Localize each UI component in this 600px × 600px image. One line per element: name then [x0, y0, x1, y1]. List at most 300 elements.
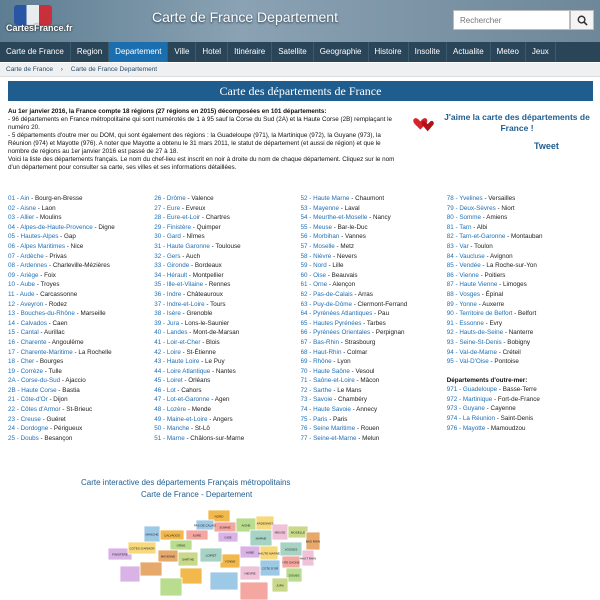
department-item: [447, 204, 593, 214]
map-department-shape[interactable]: [140, 562, 162, 576]
map-department-label: MOSELLE: [290, 530, 306, 535]
site-logo[interactable]: [6, 5, 73, 35]
prefecture-name: - Angers: [207, 415, 233, 423]
department-link[interactable]: 52 - Haute Marne: [300, 195, 350, 202]
prefecture-name: - Avignon: [484, 252, 513, 260]
department-item: [301, 252, 447, 262]
department-item: [154, 434, 300, 444]
prefecture-name: - Blois: [200, 338, 220, 346]
department-item: [154, 395, 300, 405]
department-link[interactable]: 87 - Haute Vienne: [446, 281, 498, 289]
dom-heading: Départements d'outre-mer:: [446, 376, 528, 384]
map-department-label: PAS DE CALAIS: [193, 523, 217, 528]
department-link[interactable]: 02 - Aisne: [8, 204, 37, 212]
prefecture-name: - Mamoudzou: [485, 424, 526, 432]
prefecture-name: - Montpellier: [187, 271, 224, 279]
department-link[interactable]: 22 - Côtes d'Armor: [8, 406, 61, 414]
department-link[interactable]: 92 - Hauts-de-Seine: [446, 329, 504, 337]
department-item: [8, 386, 154, 396]
department-link[interactable]: 976 - Mayotte: [446, 424, 486, 432]
department-item: [447, 385, 593, 395]
department-item: [154, 424, 300, 434]
department-item: [301, 348, 447, 358]
department-link[interactable]: 10 - Aube: [8, 281, 35, 289]
department-item: [8, 415, 154, 425]
map-department-label: DOUBS: [288, 573, 300, 578]
prefecture-name: - Poitiers: [478, 271, 506, 279]
prefecture-name: - Albi: [471, 223, 488, 231]
department-item: [154, 242, 300, 252]
department-link[interactable]: 78 - Yvelines: [446, 195, 483, 202]
department-item: [8, 204, 154, 214]
prefecture-name: - Épinal: [480, 290, 504, 298]
intro-metropole: - 96 départements en France métropolitaine qui sont numérotés de 1 à 95 sauf la Corse du Sud (2A) et la Haute Corse (2B) remplaçant le numéro 20.: [8, 116, 392, 131]
map-department-label: HAUTE MARNE: [258, 551, 280, 556]
department-item: [301, 424, 447, 434]
map-department-label: AISNE: [241, 523, 251, 528]
tweet-button[interactable]: Tweet: [534, 141, 559, 151]
department-item: [154, 223, 300, 233]
department-link[interactable]: 74 - Haute Savoie: [300, 406, 351, 414]
prefecture-name: - Niort: [495, 204, 515, 212]
department-item: [8, 213, 154, 223]
department-link[interactable]: 76 - Seine Maritime: [300, 425, 356, 433]
department-link[interactable]: 88 - Vosges: [446, 290, 481, 298]
department-link[interactable]: 11 - Aude: [8, 290, 35, 298]
prefecture-name: - Lons-le-Saunier: [179, 319, 230, 327]
nav-satellite[interactable]: Satellite: [272, 42, 313, 62]
department-item: [301, 415, 447, 425]
department-item: [447, 424, 593, 434]
department-link[interactable]: 65 - Hautes Pyrénées: [300, 319, 362, 327]
department-link[interactable]: 43 - Haute Loire: [154, 358, 200, 366]
department-link[interactable]: 48 - Lozère: [154, 406, 187, 414]
map-department-label: AUBE: [245, 550, 255, 555]
department-item: [301, 328, 447, 338]
department-link[interactable]: 31 - Haute Garonne: [154, 242, 210, 250]
department-item: [301, 242, 447, 252]
department-link[interactable]: 80 - Somme: [446, 214, 482, 222]
search-button[interactable]: [570, 10, 594, 30]
header: [0, 0, 600, 42]
prefecture-name: - Aurillac: [38, 329, 65, 337]
department-link[interactable]: 09 - Ariège: [8, 271, 39, 279]
department-item: [8, 223, 154, 233]
prefecture-name: - Tours: [204, 300, 226, 308]
prefecture-name: - Orléans: [182, 377, 211, 385]
department-link[interactable]: 03 - Allier: [8, 214, 35, 222]
prefecture-name: - Alençon: [327, 281, 356, 289]
prefecture-name: - Fort-de-France: [492, 395, 540, 403]
department-link[interactable]: 01 - Ain: [8, 195, 30, 202]
department-link[interactable]: 2B - Haute Corse: [8, 386, 57, 394]
map-subtitle: Carte de France - Departement: [141, 490, 253, 499]
department-link[interactable]: 50 - Manche: [154, 425, 190, 433]
map-department-label: JURA: [276, 583, 284, 588]
search-input[interactable]: [453, 10, 570, 30]
department-link[interactable]: 79 - Deux-Sèvres: [446, 204, 496, 212]
department-item: [301, 376, 447, 386]
department-item: [8, 300, 154, 310]
map-department-shape[interactable]: [160, 578, 182, 596]
department-link[interactable]: 55 - Meuse: [300, 223, 332, 231]
map-department-label: CALVADOS: [164, 533, 180, 538]
department-link[interactable]: 2A - Corse-du-Sud: [8, 377, 61, 385]
department-link[interactable]: 56 - Morbihan: [300, 233, 340, 241]
prefecture-name: - Lyon: [331, 358, 351, 366]
department-link[interactable]: 33 - Gironde: [154, 262, 190, 270]
prefecture-name: - Vannes: [339, 233, 366, 241]
department-item: [8, 424, 154, 434]
breadcrumb-separator: ›: [60, 66, 63, 73]
prefecture-name: - Metz: [334, 242, 355, 250]
department-link[interactable]: 24 - Dordogne: [8, 425, 49, 433]
prefecture-name: - Bobigny: [501, 338, 531, 346]
department-item: [8, 271, 154, 281]
prefecture-name: - Beauvais: [326, 271, 358, 279]
department-item: [8, 261, 154, 271]
prefecture-name: - Bourg-en-Bresse: [29, 195, 83, 202]
department-link[interactable]: 82 - Tarn-et-Garonne: [446, 233, 506, 241]
department-link[interactable]: 70 - Haute Saône: [300, 367, 350, 375]
map-department-label: HTE SAONE: [282, 560, 300, 565]
department-item: [8, 242, 154, 252]
department-link[interactable]: 38 - Isère: [154, 310, 181, 318]
prefecture-name: - Privas: [43, 252, 67, 260]
map-department-label: MANCHE: [145, 532, 159, 537]
page-title: Carte des départements de France: [8, 81, 593, 101]
department-item: [447, 414, 593, 424]
department-item: [447, 280, 593, 290]
prefecture-name: - St-Lô: [189, 425, 210, 433]
department-link[interactable]: 974 - La Réunion: [446, 415, 496, 423]
department-link[interactable]: 90 - Territoire de Belfort: [446, 310, 513, 318]
map-section: [0, 478, 600, 600]
prefecture-name: - Mende: [186, 406, 211, 414]
department-link[interactable]: 83 - Var: [446, 242, 469, 250]
prefecture-name: - Marseille: [74, 310, 106, 318]
department-item: [154, 261, 300, 271]
department-link[interactable]: 28 - Eure-et-Loir: [154, 214, 201, 222]
breadcrumb-home-link[interactable]: Carte de France: [6, 66, 53, 73]
department-item: [154, 357, 300, 367]
map-department-label: NIEVRE: [244, 571, 256, 576]
prefecture-name: - Versailles: [482, 195, 516, 202]
department-item: [447, 290, 593, 300]
map-title: Carte interactive des départements Français métropolitains: [81, 478, 291, 487]
department-item: [447, 338, 593, 348]
department-list: [8, 194, 593, 443]
department-item: [301, 319, 447, 329]
map-department-shape[interactable]: [210, 572, 238, 590]
department-link[interactable]: 44 - Loire Atlantique: [154, 367, 211, 375]
prefecture-name: - Nancy: [367, 214, 391, 222]
intro-dom: - 5 départements d'outre mer ou DOM, qui sont également des régions : la Guadeloupe (971), la Martinique (972), la Guyane (973), la Réunion (974) et Mayotte (976). A noter que Mayotte a obtenu le 31 mars 2011, le statut de département (et aussi de région) et que le nombre de régions au 1er janvier 2016 est passé de 27 à 18.: [8, 132, 381, 155]
prefecture-name: - Mont-de-Marsan: [187, 329, 240, 337]
prefecture-name: - Evry: [483, 319, 503, 327]
department-item: [447, 242, 593, 252]
department-link[interactable]: 25 - Doubs: [8, 434, 39, 442]
map-department-shape[interactable]: [240, 582, 268, 600]
prefecture-name: - St-Étienne: [180, 348, 216, 356]
department-link[interactable]: 62 - Pas-de-Calais: [300, 290, 353, 298]
nav-meteo[interactable]: Meteo: [491, 42, 526, 62]
prefecture-name: - Agen: [209, 396, 230, 404]
prefecture-name: - Strasbourg: [339, 338, 376, 346]
department-link[interactable]: 81 - Tarn: [446, 223, 472, 231]
department-link[interactable]: 86 - Vienne: [446, 271, 479, 279]
department-item: [154, 271, 300, 281]
prefecture-name: - Toulouse: [209, 242, 241, 250]
department-link[interactable]: 973 - Guyane: [446, 405, 485, 413]
prefecture-name: - Bar-le-Duc: [332, 223, 368, 231]
department-item: [447, 223, 593, 233]
department-link[interactable]: 67 - Bas-Rhin: [300, 338, 339, 346]
department-link[interactable]: 14 - Calvados: [8, 319, 47, 327]
map-department-label: SOMME: [219, 525, 231, 530]
prefecture-name: - Châteauroux: [181, 290, 223, 298]
department-link[interactable]: 17 - Charente-Maritime: [8, 348, 73, 356]
department-link[interactable]: 75 - Paris: [300, 415, 328, 423]
prefecture-name: - Quimper: [191, 223, 221, 231]
department-link[interactable]: 63 - Puy-de-Dôme: [300, 300, 352, 308]
prefecture-name: - Nice: [65, 242, 84, 250]
department-link[interactable]: 37 - Indre-et-Loire: [154, 300, 205, 308]
department-item: [301, 232, 447, 242]
department-link[interactable]: 93 - Seine-St-Denis: [446, 338, 502, 346]
department-link[interactable]: 27 - Eure: [154, 204, 181, 212]
department-item: [154, 376, 300, 386]
prefecture-name: - Foix: [38, 271, 56, 279]
department-link[interactable]: 47 - Lot-et-Garonne: [154, 396, 210, 404]
map-department-shape[interactable]: [180, 568, 202, 584]
map-department-label: EURE: [192, 533, 202, 538]
prefecture-name: - Dijon: [47, 396, 68, 404]
department-item: [8, 280, 154, 290]
prefecture-name: - Chaumont: [349, 195, 385, 202]
department-link[interactable]: 89 - Yonne: [446, 300, 477, 308]
prefecture-name: - Pontoise: [488, 358, 519, 366]
breadcrumb: [0, 63, 600, 77]
department-item: [447, 404, 593, 414]
nav-ville[interactable]: Ville: [168, 42, 196, 62]
france-department-map[interactable]: [100, 508, 430, 600]
department-link[interactable]: 68 - Haut-Rhin: [300, 348, 342, 356]
department-link[interactable]: 35 - Ille-et-Vilaine: [154, 281, 204, 289]
department-item: [8, 328, 154, 338]
department-item: [154, 194, 300, 204]
department-item: [8, 319, 154, 329]
department-link[interactable]: 34 - Hérault: [154, 271, 188, 279]
department-item: [8, 338, 154, 348]
map-department-label: LOIRET: [205, 553, 217, 558]
department-item: [154, 348, 300, 358]
department-link[interactable]: 94 - Val-de-Marne: [446, 348, 498, 356]
prefecture-name: - Tarbes: [361, 319, 386, 327]
department-link[interactable]: 26 - Drôme: [154, 195, 186, 202]
department-link[interactable]: 46 - Lot: [154, 386, 176, 394]
department-link[interactable]: 71 - Saône-et-Loire: [300, 377, 355, 385]
prefecture-name: - Tulle: [43, 367, 62, 375]
nav-actualite[interactable]: Actualite: [447, 42, 491, 62]
heart-icon: [412, 114, 436, 136]
prefecture-name: - Besançon: [38, 434, 73, 442]
department-link[interactable]: 84 - Vaucluse: [446, 252, 485, 260]
nav-hotel[interactable]: Hotel: [196, 42, 228, 62]
department-link[interactable]: 29 - Finistère: [154, 223, 191, 231]
nav-region[interactable]: Region: [71, 42, 109, 62]
map-department-label: FINISTERE: [112, 552, 128, 557]
department-item: [8, 348, 154, 358]
department-item: [447, 309, 593, 319]
department-link[interactable]: 72 - Sarthe: [300, 386, 332, 394]
prefecture-name: - Evreux: [180, 204, 206, 212]
department-link[interactable]: 12 - Aveyron: [8, 300, 44, 308]
department-link[interactable]: 15 - Cantal: [8, 329, 39, 337]
prefecture-name: - Cayenne: [484, 405, 516, 413]
france-flag-icon: [14, 5, 52, 25]
department-item: [301, 204, 447, 214]
department-link[interactable]: 04 - Alpes-de-Haute-Provence: [8, 223, 93, 231]
department-link[interactable]: 54 - Meurthe-et-Moselle: [300, 214, 368, 222]
department-item: [154, 415, 300, 425]
department-item: [447, 232, 593, 242]
department-link[interactable]: 85 - Vendée: [446, 262, 481, 270]
prefecture-name: - Guéret: [40, 415, 66, 423]
map-department-label: MAYENNE: [160, 554, 176, 559]
prefecture-name: - Moulins: [34, 214, 62, 222]
department-link[interactable]: 19 - Corrèze: [8, 367, 43, 375]
department-link[interactable]: 36 - Indre: [154, 290, 182, 298]
department-item: [301, 395, 447, 405]
prefecture-name: - Melun: [356, 434, 380, 442]
like-link[interactable]: J'aime la carte des départements de France !: [444, 112, 590, 133]
prefecture-name: - Perpignan: [370, 329, 405, 337]
department-item: [447, 328, 593, 338]
prefecture-name: - La Rochelle: [72, 348, 112, 356]
department-item: [8, 290, 154, 300]
map-department-label: COTES D'ARMOR: [129, 546, 155, 551]
department-link[interactable]: 57 - Moselle: [300, 242, 335, 250]
department-item: [154, 328, 300, 338]
map-department-label: VOSGES: [284, 547, 298, 552]
department-item: [154, 338, 300, 348]
prefecture-name: - Créteil: [497, 348, 521, 356]
department-column: [8, 194, 154, 443]
prefecture-name: - Valence: [185, 195, 214, 202]
map-department-shape[interactable]: [120, 566, 140, 582]
prefecture-name: - Basse-Terre: [497, 386, 537, 394]
prefecture-name: - St-Brieuc: [60, 406, 93, 414]
department-link[interactable]: 41 - Loir-et-Cher: [154, 338, 201, 346]
department-item: [154, 405, 300, 415]
department-link[interactable]: 49 - Maine-et-Loire: [154, 415, 208, 423]
prefecture-name: - La Roche-sur-Yon: [480, 262, 537, 270]
department-link[interactable]: 40 - Landes: [154, 329, 188, 337]
department-link[interactable]: 39 - Jura: [154, 319, 180, 327]
department-item: [8, 252, 154, 262]
prefecture-name: - Belfort: [512, 310, 537, 318]
department-link[interactable]: 972 - Martinique: [446, 395, 493, 403]
department-link[interactable]: 13 - Bouches-du-Rhône: [8, 310, 75, 318]
prefecture-name: - Grenoble: [180, 310, 213, 318]
department-item: [154, 367, 300, 377]
department-link[interactable]: 42 - Loire: [154, 348, 181, 356]
department-item: [154, 300, 300, 310]
department-link[interactable]: 23 - Creuse: [8, 415, 41, 423]
department-link[interactable]: 08 - Ardennes: [8, 262, 48, 270]
nav-jeux[interactable]: Jeux: [526, 42, 556, 62]
map-department-label: OISE: [224, 535, 232, 540]
department-link[interactable]: 51 - Marne: [154, 434, 185, 442]
department-item: [154, 280, 300, 290]
department-link[interactable]: 66 - Pyrénées Orientales: [300, 329, 371, 337]
department-item: [8, 367, 154, 377]
prefecture-name: - Le Puy: [199, 358, 225, 366]
department-link[interactable]: 06 - Alpes Maritimes: [8, 242, 66, 250]
department-link[interactable]: 64 - Pyrénées Atlantiques: [300, 310, 373, 318]
nav-departement[interactable]: Departement: [109, 42, 168, 62]
nav-histoire[interactable]: Histoire: [369, 42, 409, 62]
nav-itin-raire[interactable]: Itinéraire: [228, 42, 272, 62]
department-link[interactable]: 16 - Charente: [8, 338, 47, 346]
department-column: [154, 194, 300, 443]
department-link[interactable]: 95 - Val-D'Oise: [446, 358, 489, 366]
department-link[interactable]: 05 - Hautes-Alpes: [8, 233, 59, 241]
prefecture-name: - Pau: [372, 310, 390, 318]
department-link[interactable]: 59 - Nord: [300, 262, 327, 270]
prefecture-name: - Nîmes: [180, 233, 205, 241]
department-link[interactable]: 58 - Nièvre: [300, 252, 332, 260]
prefecture-name: - Montauban: [505, 233, 543, 241]
department-link[interactable]: 21 - Côte-d'Or: [8, 396, 48, 404]
department-link[interactable]: 61 - Orne: [300, 281, 328, 289]
department-item: [447, 213, 593, 223]
department-link[interactable]: 91 - Essonne: [446, 319, 484, 327]
department-link[interactable]: 07 - Ardèche: [8, 252, 44, 260]
department-link[interactable]: 53 - Mayenne: [300, 204, 340, 212]
department-link[interactable]: 77 - Seine-et-Marne: [300, 434, 357, 442]
prefecture-name: - Bourges: [34, 358, 64, 366]
department-link[interactable]: 30 - Gard: [154, 233, 181, 241]
department-link[interactable]: 18 - Cher: [8, 358, 35, 366]
department-link[interactable]: 60 - Oise: [300, 271, 327, 279]
department-item: [301, 405, 447, 415]
prefecture-name: - Clermont-Ferrand: [351, 300, 408, 308]
department-item: [301, 194, 447, 204]
department-item: [301, 357, 447, 367]
department-item: [301, 309, 447, 319]
department-link[interactable]: 32 - Gers: [154, 252, 181, 260]
prefecture-name: - Gap: [58, 233, 76, 241]
intro-instructions: Voici la liste des départements français. Le nom du chef-lieu est inscrit en noir à droite du nom de chaque département. Cliquez sur le nom d'un département pour consulter sa carte, ses villes et ses informations détaillées.: [8, 156, 395, 171]
department-link[interactable]: 73 - Savoie: [300, 396, 333, 404]
nav-insolite[interactable]: Insolite: [409, 42, 447, 62]
map-department-label: MARNE: [255, 536, 267, 541]
nav-geographie[interactable]: Geographie: [314, 42, 369, 62]
prefecture-name: - Arras: [352, 290, 373, 298]
department-link[interactable]: 69 - Rhône: [300, 358, 332, 366]
prefecture-name: - Annecy: [350, 406, 378, 414]
department-link[interactable]: 45 - Loiret: [154, 377, 183, 385]
prefecture-name: - Ajaccio: [60, 377, 86, 385]
breadcrumb-current[interactable]: Carte de France Departement: [70, 66, 158, 73]
map-department-label: MEUSE: [274, 530, 286, 535]
department-item: [447, 395, 593, 405]
department-link[interactable]: 971 - Guadeloupe: [446, 386, 498, 394]
site-title: Carte de France Departement: [152, 9, 338, 25]
nav-carte-de-france[interactable]: Carte de France: [0, 42, 71, 62]
